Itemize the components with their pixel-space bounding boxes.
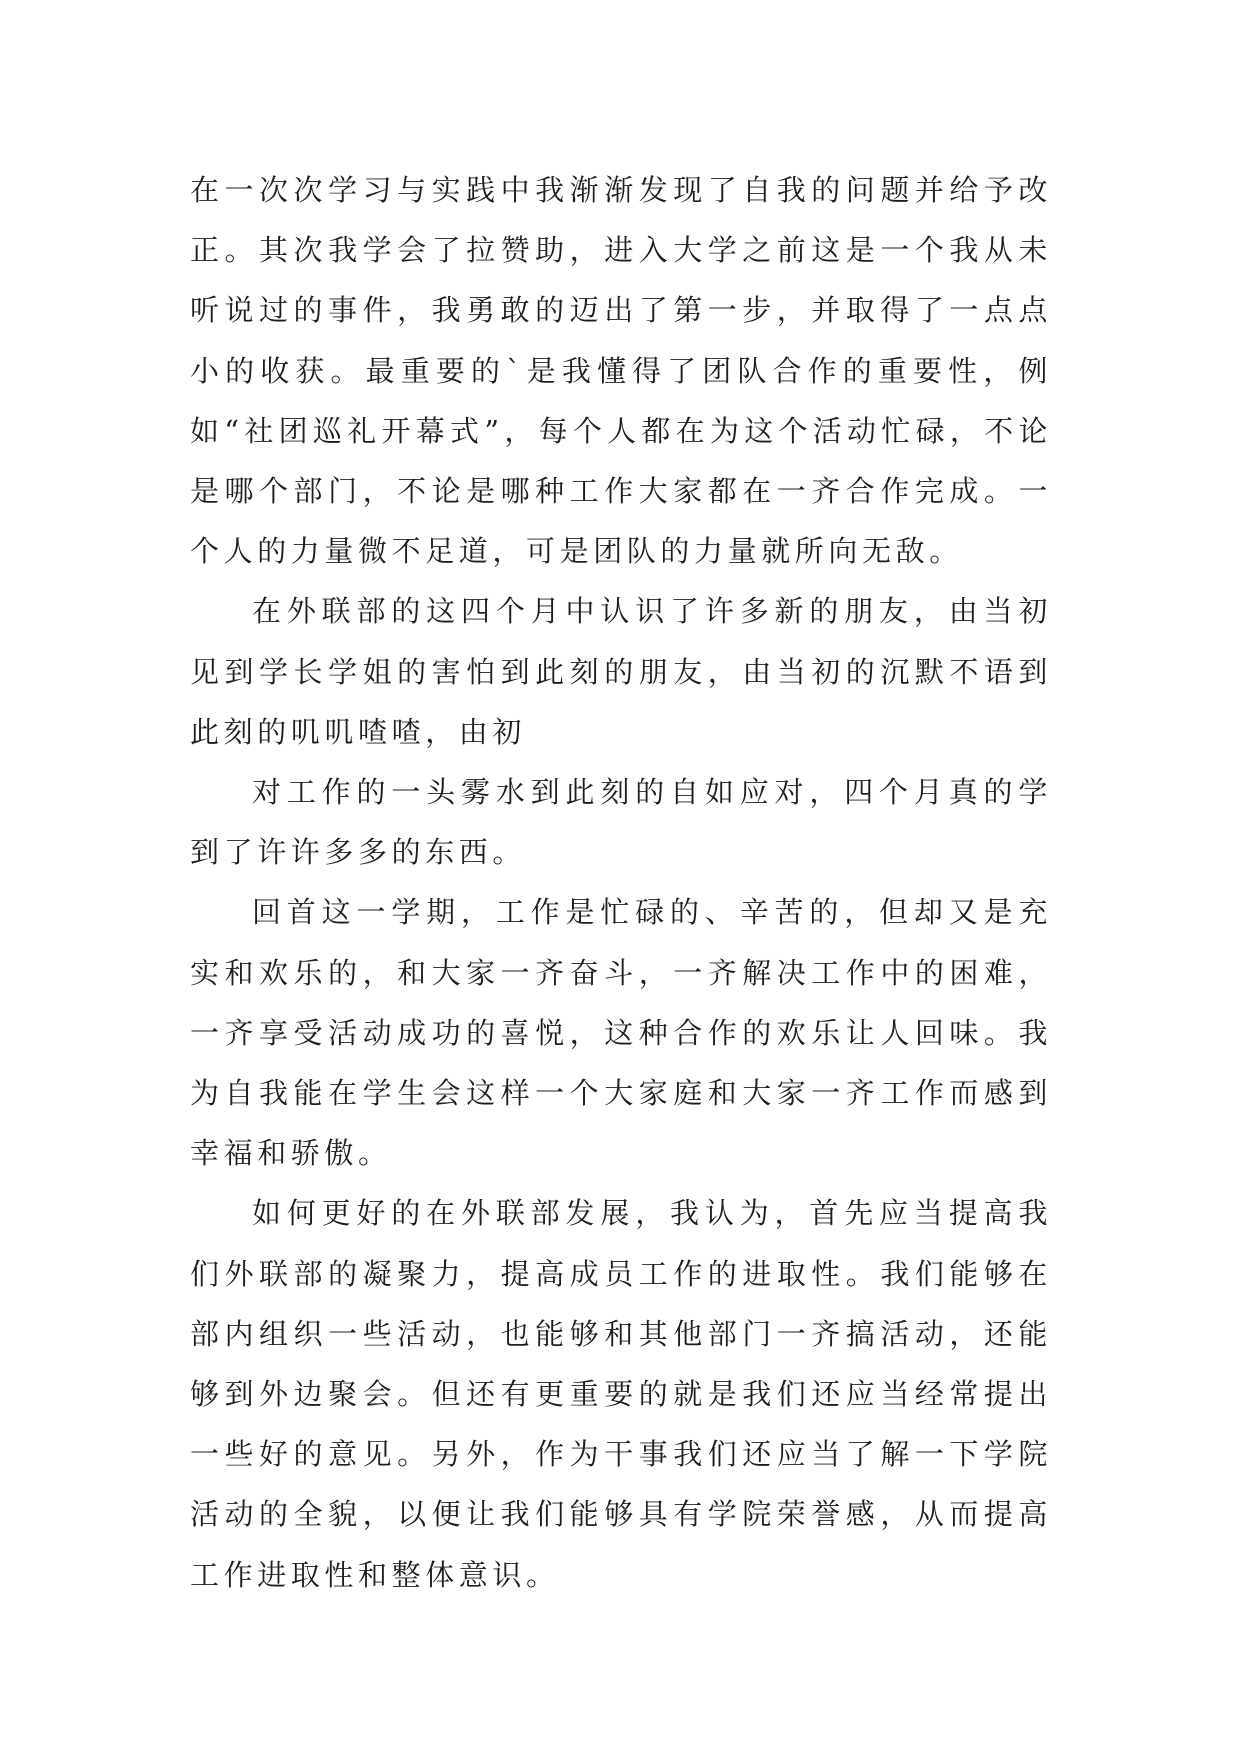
paragraph-development: 如何更好的在外联部发展，我认为，首先应当提高我们外联部的凝聚力，提高成员工作的进取性。我们能够在部内组织一些活动，也能够和其他部门一齐搞活动，还能够到外边聚会。但还有更重要的就是我们还应当经常提出一些好的意见。另外，作为干事我们还应当了解一下学院活动的全貌，以便让我们能够具有学院荣誉感，从而提高工作进取性和整体意识。 <box>190 1196 1052 1592</box>
paragraph-work-learning: 对工作的一头雾水到此刻的自如应对，四个月真的学到了许许多多的东西。 <box>190 775 1052 870</box>
document-body <box>190 160 1052 1605</box>
paragraph-semester-review: 回首这一学期，工作是忙碌的、辛苦的，但却又是充实和欢乐的，和大家一齐奋斗，一齐解决工作中的困难，一齐享受活动成功的喜悦，这种合作的欢乐让人回味。我为自我能在学生会这样一个大家庭和大家一齐工作而感到幸福和骄傲。 <box>190 895 1052 1171</box>
paragraph-continuation: 在一次次学习与实践中我渐渐发现了自我的问题并给予改正。其次我学会了拉赞助，进入大学之前这是一个我从未听说过的事件，我勇敢的迈出了第一步，并取得了一点点小的收获。最重要的`是我懂得了团队合作的重要性，例如“社团巡礼开幕式”，每个人都在为这个活动忙碌，不论是哪个部门，不论是哪种工作大家都在一齐合作完成。一个人的力量微不足道，可是团队的力量就所向无敌。 <box>190 173 1052 569</box>
paragraph-friends: 在外联部的这四个月中认识了许多新的朋友，由当初见到学长学姐的害怕到此刻的朋友，由当初的沉默不语到此刻的叽叽喳喳，由初 <box>190 594 1052 749</box>
